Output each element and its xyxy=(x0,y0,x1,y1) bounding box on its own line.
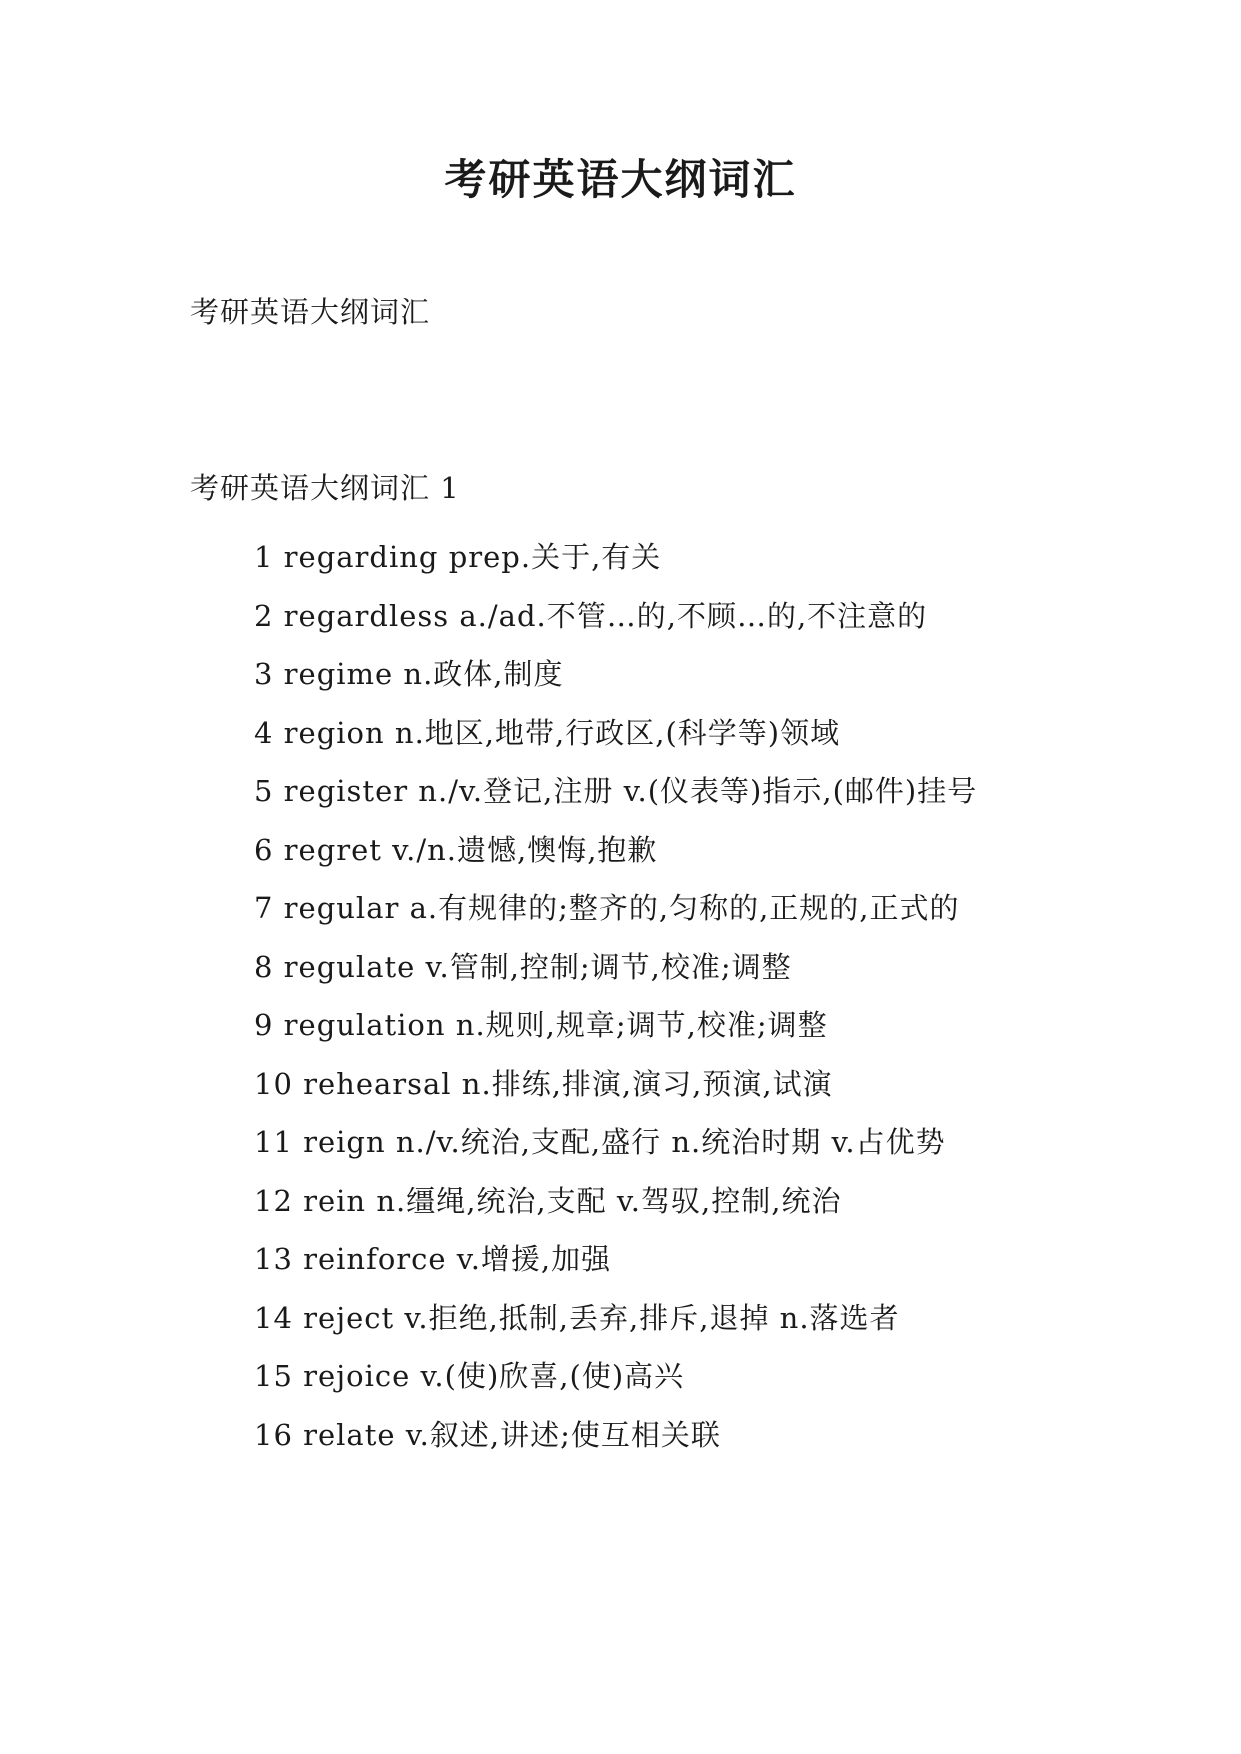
entry-text: 15 rejoice v.(使)欣喜,(使)高兴 xyxy=(254,1359,685,1393)
entry-text: 7 regular a.有规律的;整齐的,匀称的,正规的,正式的 xyxy=(254,891,960,925)
vocabulary-entry xyxy=(190,1172,1050,1231)
entry-text: 4 region n.地区,地带,行政区,(科学等)领域 xyxy=(254,715,841,750)
entry-text: 6 regret v./n.遗憾,懊悔,抱歉 xyxy=(254,832,658,867)
vocabulary-entry xyxy=(190,528,1050,587)
entry-text: 1 regarding prep.关于,有关 xyxy=(254,540,662,574)
entry-text: 11 reign n./v.统治,支配,盛行 n.统治时期 v.占优势 xyxy=(254,1125,946,1159)
entry-text: 2 regardless a./ad.不管…的,不顾…的,不注意的 xyxy=(254,598,928,633)
vocabulary-entry xyxy=(190,645,1050,704)
vocabulary-entry xyxy=(190,1406,1050,1465)
vocabulary-entry xyxy=(190,1113,1050,1172)
vocabulary-entry xyxy=(190,938,1050,997)
entry-text: 10 rehearsal n.排练,排演,演习,预演,试演 xyxy=(254,1066,833,1101)
entry-text: 12 rein n.缰绳,统治,支配 v.驾驭,控制,统治 xyxy=(254,1183,842,1218)
vocabulary-list xyxy=(190,528,1050,1464)
vocabulary-entry xyxy=(190,1230,1050,1289)
entry-text: 9 regulation n.规则,规章;调节,校准;调整 xyxy=(254,1008,828,1042)
document-subtitle: 考研英语大纲词汇 xyxy=(190,295,431,329)
section-heading: 考研英语大纲词汇 1 xyxy=(190,471,460,505)
vocabulary-entry xyxy=(190,587,1050,646)
vocabulary-entry xyxy=(190,704,1050,763)
vocabulary-entry xyxy=(190,1055,1050,1114)
vocabulary-entry xyxy=(190,821,1050,880)
entry-text: 5 register n./v.登记,注册 v.(仪表等)指示,(邮件)挂号 xyxy=(254,774,978,808)
page-title: 考研英语大纲词汇 xyxy=(444,155,797,204)
entry-text: 3 regime n.政体,制度 xyxy=(254,657,564,691)
entry-text: 8 regulate v.管制,控制;调节,校准;调整 xyxy=(254,949,792,984)
vocabulary-entry xyxy=(190,1347,1050,1406)
vocabulary-entry xyxy=(190,879,1050,938)
entry-text: 13 reinforce v.增援,加强 xyxy=(254,1242,612,1276)
vocabulary-entry xyxy=(190,1289,1050,1348)
vocabulary-entry xyxy=(190,996,1050,1055)
entry-text: 14 reject v.拒绝,抵制,丢弃,排斥,退掉 n.落选者 xyxy=(254,1300,900,1335)
entry-text: 16 relate v.叙述,讲述;使互相关联 xyxy=(254,1417,721,1452)
vocabulary-entry xyxy=(190,762,1050,821)
